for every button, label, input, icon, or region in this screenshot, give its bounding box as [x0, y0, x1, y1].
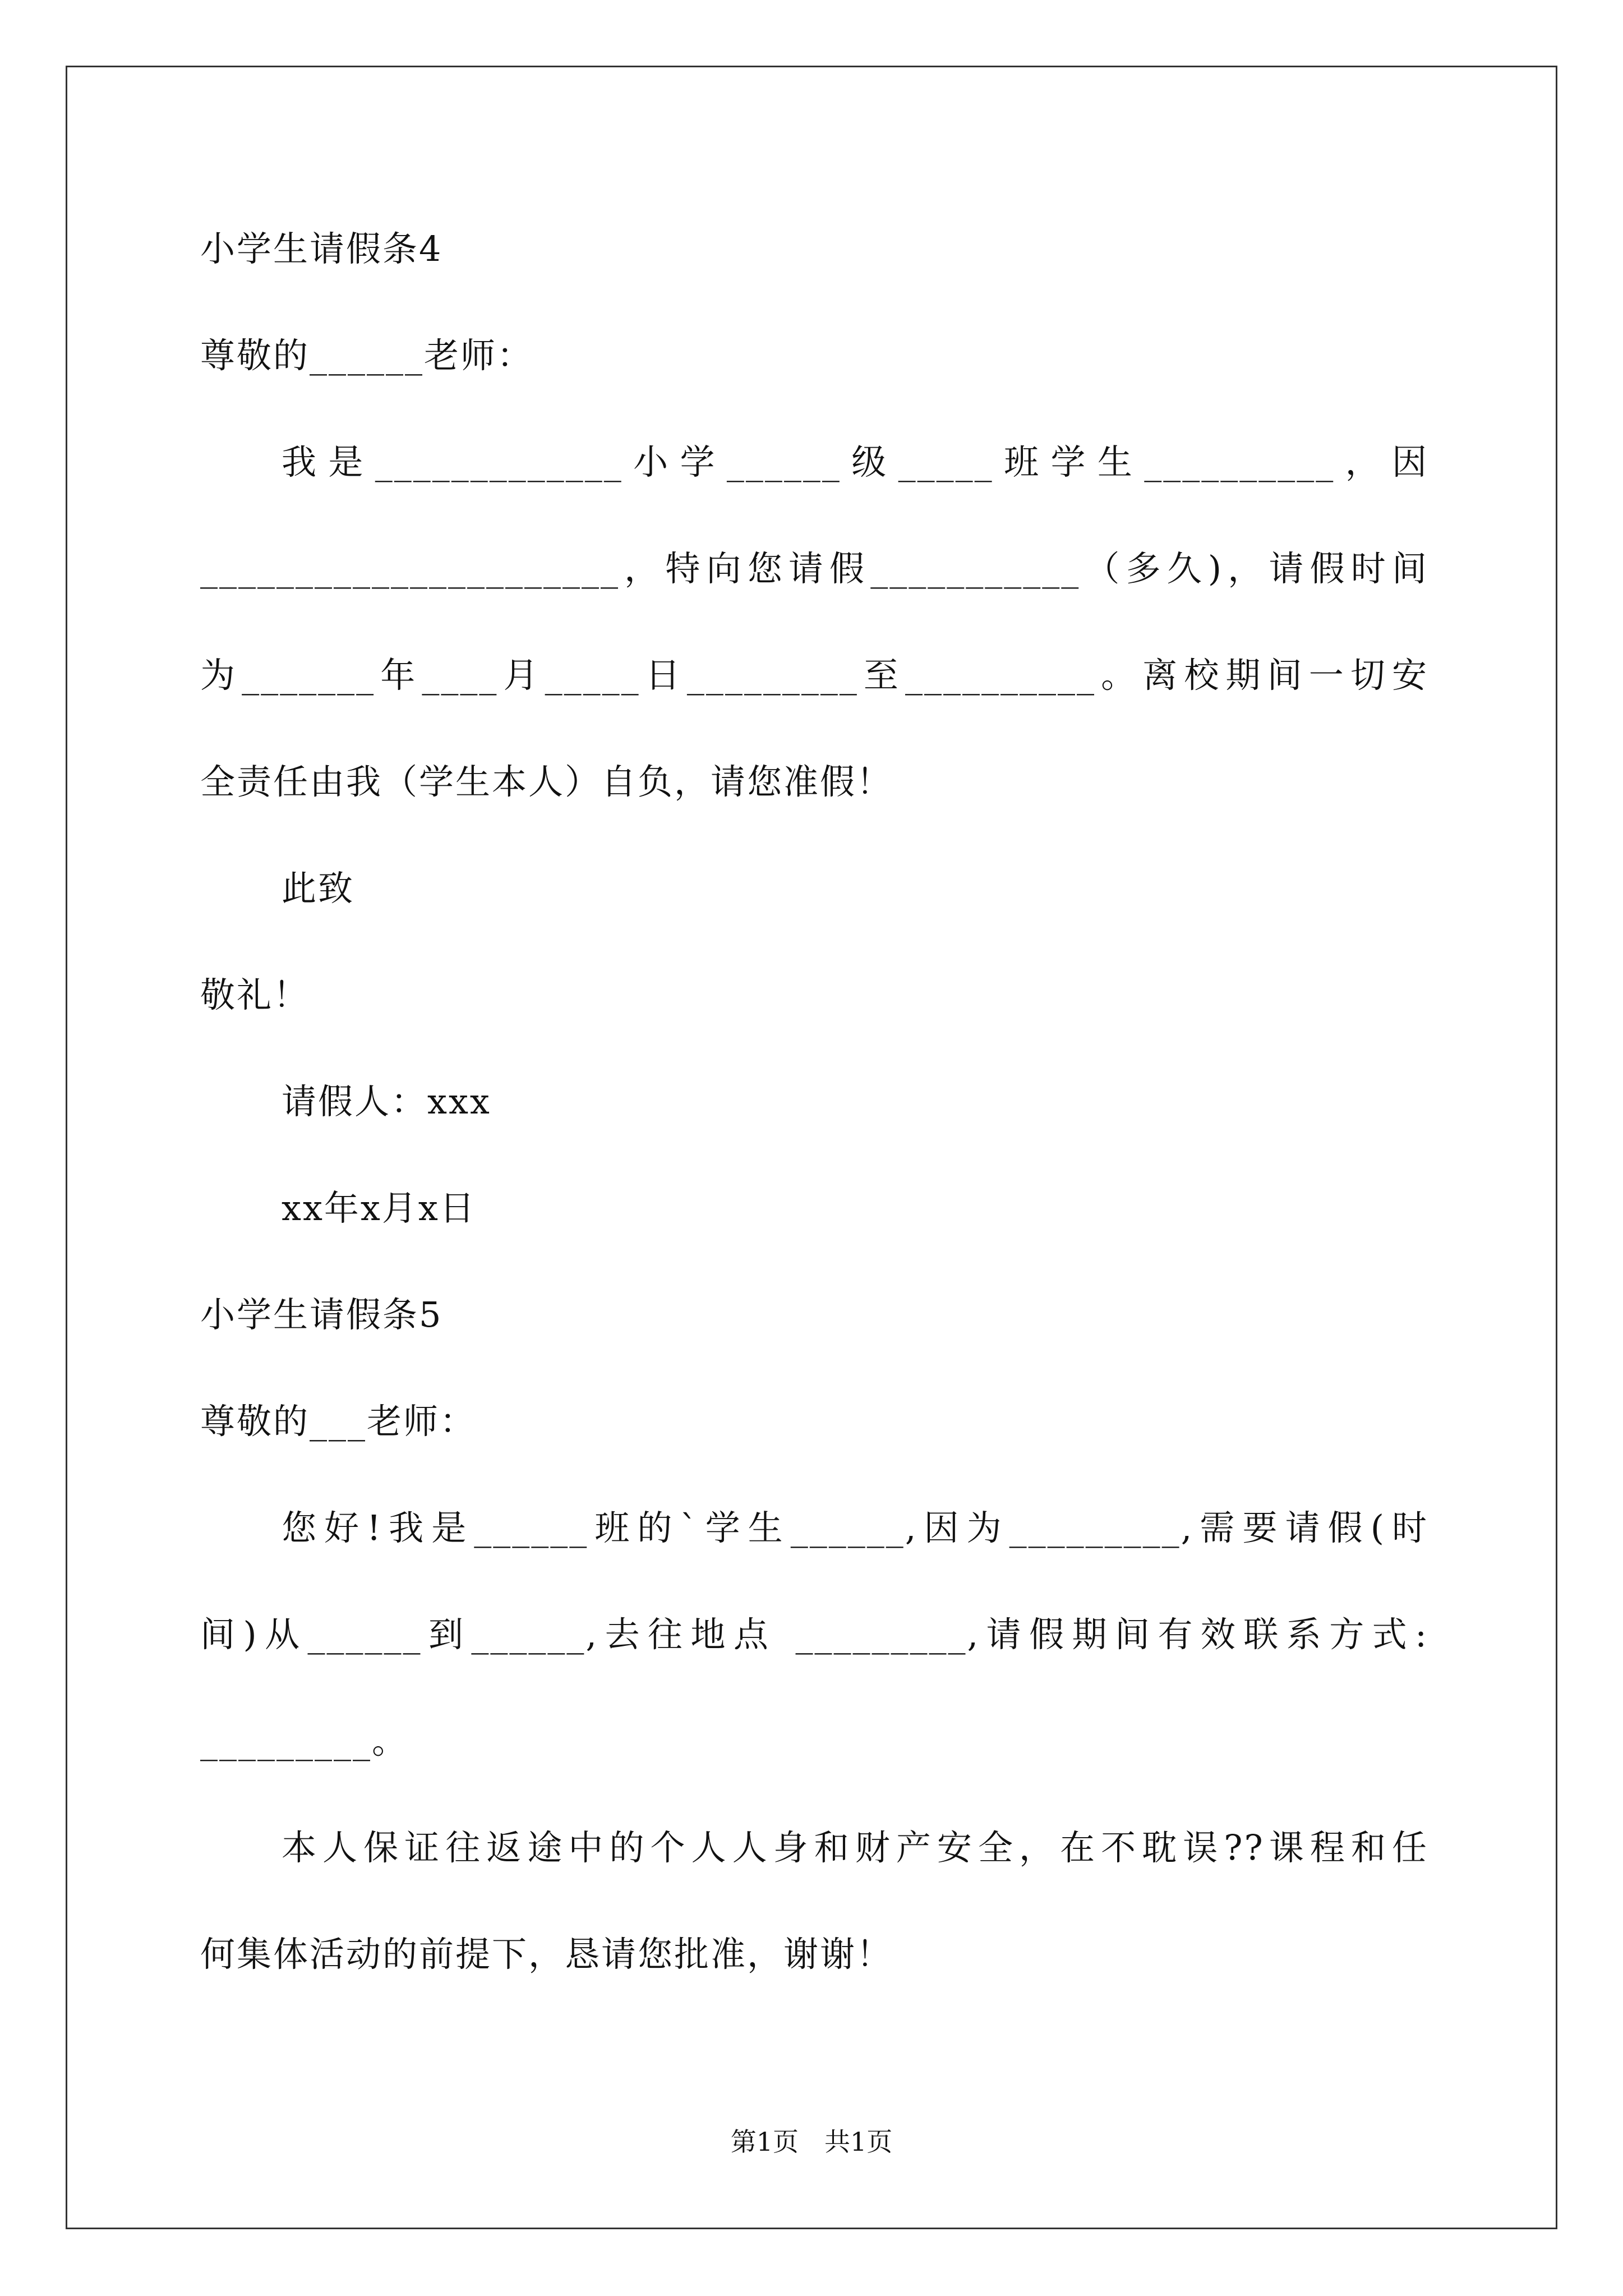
section5-body-line3: _________。 — [200, 1720, 409, 1761]
section4-title: 小学生请假条4 — [200, 228, 443, 269]
section4-closing-1: 此致 — [282, 868, 355, 909]
section5-body-line4: 本人保证往返途中的个人人身和财产安全，在不耽误??课程和任 — [282, 1827, 1428, 1868]
section5-greeting: 尊敬的___老师： — [200, 1401, 477, 1442]
page-border — [66, 66, 1557, 2229]
section4-body-line3: 为_______年____月_____日_________至__________。离校期间一切安 — [200, 655, 1428, 696]
section4-closing-2: 敬礼！ — [200, 974, 310, 1015]
section5-body-line5: 何集体活动的前提下，恳请您批准，谢谢！ — [200, 1934, 893, 1975]
section4-body-line2: ______________________，特向您请假___________（多久)，请假时间 — [200, 548, 1428, 589]
section4-signer: 请假人：xxx — [282, 1081, 491, 1122]
section5-title: 小学生请假条5 — [200, 1294, 443, 1335]
section4-body-line4: 全责任由我（学生本人）自负，请您准假！ — [200, 761, 893, 802]
page-footer: 第1页 共1页 — [730, 2127, 893, 2157]
section4-greeting: 尊敬的______老师： — [200, 335, 534, 376]
section4-body-line1: 我是_____________小学______级_____班学生__________，因 — [282, 441, 1428, 482]
section4-date: xx年x月x日 — [282, 1188, 476, 1228]
section5-body-line2: 间)从______到______,去往地点 _________,请假期间有效联系方式: — [200, 1614, 1428, 1655]
section5-body-line1: 您好!我是______班的`学生______,因为_________,需要请假(时 — [282, 1507, 1428, 1548]
